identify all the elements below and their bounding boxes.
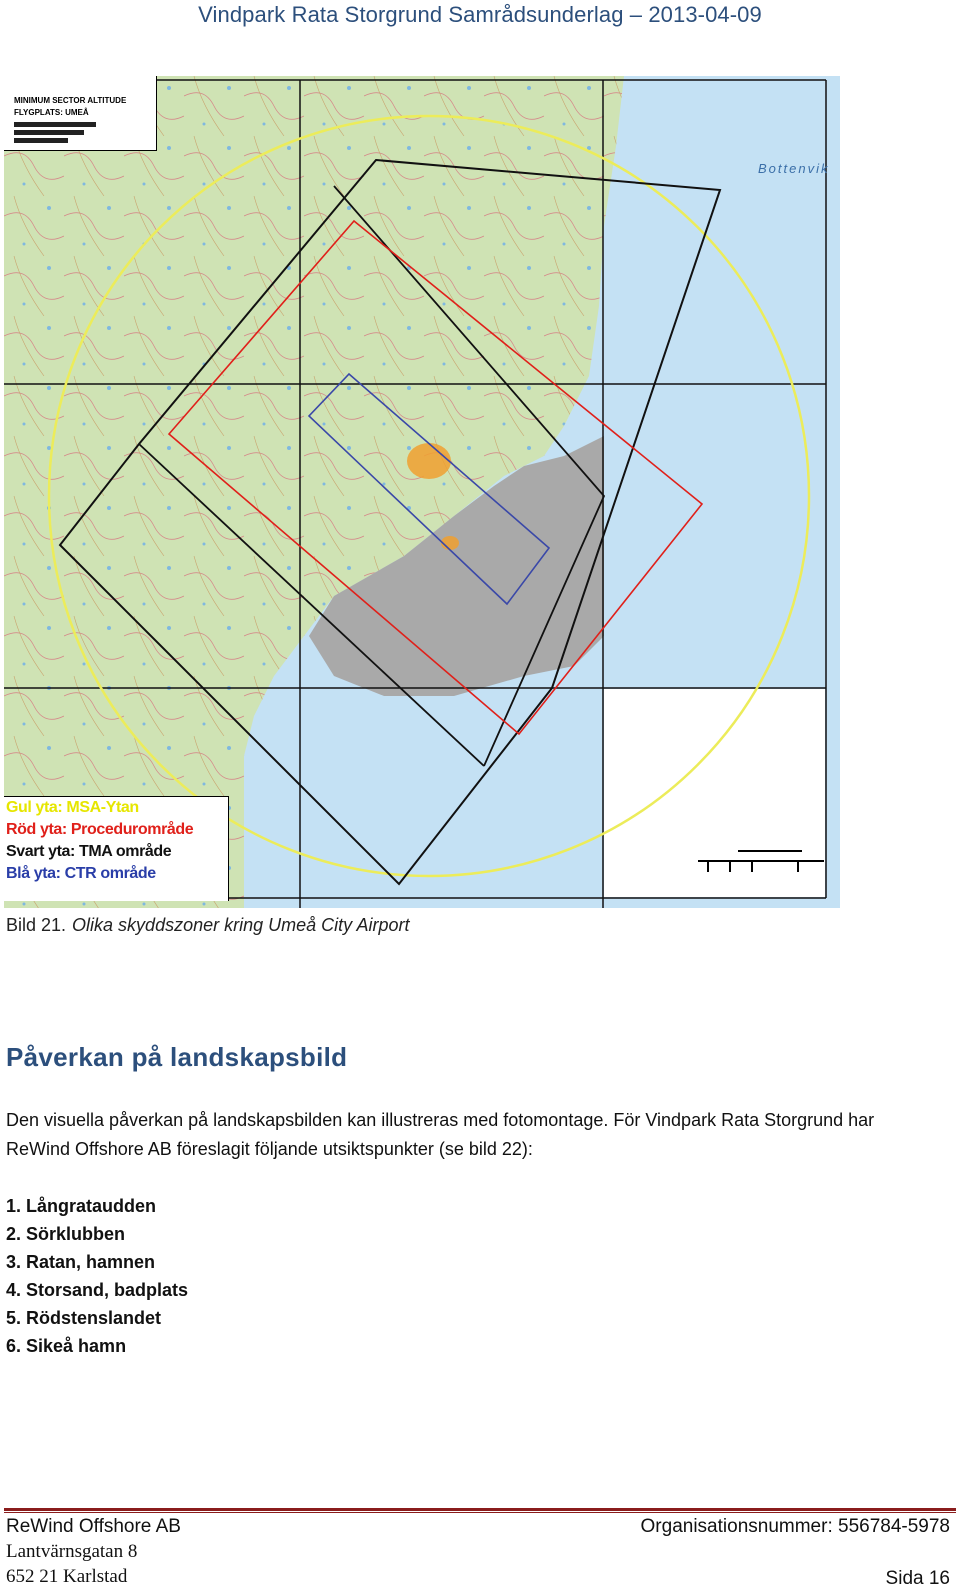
legend-tma: Svart yta: TMA område <box>6 843 172 860</box>
protection-zones-map <box>4 76 840 908</box>
info-text-block <box>14 122 96 127</box>
footer-divider <box>4 1508 956 1513</box>
legend-msa: Gul yta: MSA-Ytan <box>6 799 139 816</box>
list-item: 5. Rödstenslandet <box>6 1308 162 1328</box>
msa-info-box <box>4 76 157 151</box>
footer-street: Lantvärnsgatan 8 <box>6 1541 138 1562</box>
info-line-1: MINIMUM SECTOR ALTITUDE <box>14 96 127 105</box>
section-heading: Påverkan på landskapsbild <box>6 1042 348 1072</box>
list-item: 6. Sikeå hamn <box>6 1336 127 1356</box>
footer-company: ReWind Offshore AB <box>6 1516 181 1537</box>
section-paragraph: Den visuella påverkan på landskapsbilden kan illustreras med fotomontage. För Vindpark Rata Storgrund har ReWind Offshore AB föreslagit följande utsiktspunkter (se bild 22): <box>6 1110 875 1159</box>
list-item: 1. Långrataudden <box>6 1196 157 1216</box>
umea-urban-area <box>407 443 451 479</box>
page-number: Sida 16 <box>885 1568 950 1589</box>
map-legend <box>4 796 229 901</box>
map-canvas <box>4 76 840 908</box>
figure-number: Bild 21. <box>6 915 67 935</box>
list-item: 2. Sörklubben <box>6 1224 126 1244</box>
footer-org-number: Organisationsnummer: 556784-5978 <box>640 1516 950 1537</box>
figure-caption-text: Olika skyddszoner kring Umeå City Airport <box>72 915 410 935</box>
sea-label: Bottenvik <box>758 161 830 176</box>
info-text-block <box>14 138 68 143</box>
document-header-title: Vindpark Rata Storgrund Samrådsunderlag – 2013-04-09 <box>198 2 762 27</box>
legend-procedure: Röd yta: Procedurområde <box>6 821 194 838</box>
list-item: 3. Ratan, hamnen <box>6 1252 156 1272</box>
footer-city: 652 21 Karlstad <box>6 1566 128 1587</box>
info-text-block <box>14 130 84 135</box>
legend-ctr: Blå yta: CTR område <box>6 865 156 882</box>
viewpoint-list <box>6 1192 188 1360</box>
list-item: 4. Storsand, badplats <box>6 1280 189 1300</box>
info-line-2: FLYGPLATS: UMEÅ <box>14 108 89 117</box>
blank-map-cell <box>604 689 825 897</box>
figure-caption <box>6 915 410 936</box>
